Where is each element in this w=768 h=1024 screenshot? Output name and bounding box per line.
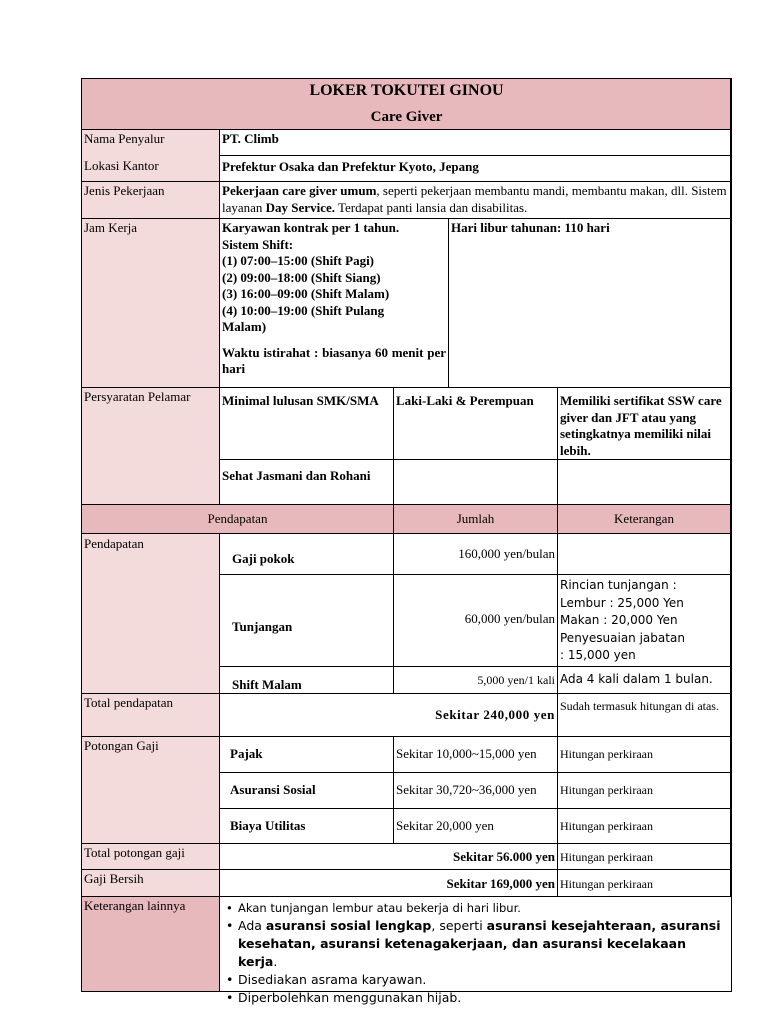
tunjangan-ket-line: Lembur : 25,000 Yen (560, 595, 684, 610)
lokasi-value: Prefektur Osaka dan Prefektur Kyoto, Jepang (220, 156, 731, 182)
page-title: LOKER TOKUTEI GINOU (309, 82, 504, 99)
gaji-pokok-value: 160,000 yen/bulan (394, 534, 558, 575)
gaji-pokok-label: Gaji pokok (220, 534, 394, 575)
total-potongan-value: Sekitar 56.000 yen (220, 844, 558, 870)
jenis-text-1: , seperti pekerjaan membantu mandi, membantu makan, dll. Sistem layanan (222, 183, 727, 215)
total-potongan-keterangan: Hitungan perkiraan (558, 844, 731, 870)
jam-line: Sistem Shift: (222, 236, 294, 252)
empty-cell (558, 460, 731, 505)
penyalur-label: Nama Penyalur (84, 131, 165, 146)
tunjangan-ket-line: Makan : 20,000 Yen (560, 613, 678, 627)
jenis-label: Jenis Pekerjaan (82, 182, 220, 219)
gaji-bersih-value: Sekitar 169,000 yen (220, 870, 558, 897)
tunjangan-label: Tunjangan (220, 575, 394, 667)
pendidikan-value: Minimal lulusan SMK/SMA (220, 388, 394, 460)
potongan-label: Potongan Gaji (82, 737, 220, 844)
potongan-item-value: Sekitar 20,000 yen (394, 809, 558, 844)
jenis-value (220, 182, 731, 219)
potongan-item-value: Sekitar 10,000~15,000 yen (394, 737, 558, 773)
tunjangan-ket-line: Penyesuaian jabatan (560, 630, 685, 645)
page-subtitle: Care Giver (370, 109, 443, 125)
total-keterangan: Sudah termasuk hitungan di atas. (558, 694, 731, 737)
lain-bullet-3: • Disediakan asrama karyawan. (222, 971, 729, 989)
lain-list (222, 899, 729, 1007)
shift-malam-label: Shift Malam (220, 667, 394, 694)
jenis-bold-2: Day Service. (265, 199, 335, 215)
lain-b2-end: . (273, 954, 278, 969)
lain-bullet-4: • Diperbolehkan menggunakan hijab. (222, 989, 729, 1007)
col-header-keterangan: Keterangan (558, 505, 731, 534)
potongan-item-name: Asuransi Sosial (220, 773, 394, 809)
potongan-item-ket: Hitungan perkiraan (558, 737, 731, 773)
jenis-text-2: Terdapat panti lansia dan disabilitas. (334, 199, 528, 215)
shift-malam-value: 5,000 yen/1 kali (394, 667, 558, 694)
gender-value: Laki-Laki & Perempuan (394, 388, 558, 460)
libur-value: Hari libur tahunan: 110 hari (449, 219, 731, 388)
potongan-item-ket: Hitungan perkiraan (558, 809, 731, 844)
sertifikat-value: Memiliki sertifikat SSW care giver dan JFT atau yang setingkatnya memiliki nilai lebih. (558, 388, 731, 460)
jam-line: Karyawan kontrak per 1 tahun. (222, 220, 400, 235)
jam-value (220, 219, 449, 388)
potongan-item-value: Sekitar 30,720~36,000 yen (394, 773, 558, 809)
lain-bullet-1: • Akan tunjangan lembur atau bekerja di hari libur. (222, 899, 729, 917)
penyalur-value: PT. Climb (220, 130, 731, 156)
tunjangan-ket-line: Rincian tunjangan : (560, 578, 677, 592)
lain-b2-mid: , seperti (431, 918, 487, 933)
jam-label: Jam Kerja (82, 219, 220, 388)
lain-label: Keterangan lainnya (82, 897, 220, 991)
jam-line: (4) 10:00–19:00 (Shift Pulang (222, 302, 385, 318)
lain-value (220, 897, 731, 1005)
jam-line: (3) 16:00–09:00 (Shift Malam) (222, 286, 390, 301)
istirahat-text: Waktu istirahat : biasanya 60 menit per hari (222, 344, 446, 376)
kesehatan-value: Sehat Jasmani dan Rohani (220, 460, 394, 505)
persyaratan-label: Persyaratan Pelamar (82, 388, 220, 505)
gaji-bersih-keterangan: Hitungan perkiraan (558, 870, 731, 897)
shift-malam-keterangan: Ada 4 kali dalam 1 bulan. (558, 667, 731, 694)
empty-cell (394, 460, 558, 505)
lain-b2-bold-1: asuransi sosial lengkap (265, 918, 432, 933)
total-potongan-label: Total potongan gaji (82, 844, 220, 870)
jam-line: (2) 09:00–18:00 (Shift Siang) (222, 269, 381, 285)
lain-bullet-2 (222, 917, 729, 971)
potongan-item-ket: Hitungan perkiraan (558, 773, 731, 809)
job-table (81, 78, 732, 1005)
potongan-item-name: Pajak (220, 737, 394, 773)
tunjangan-keterangan (558, 575, 731, 667)
pendapatan-label: Pendapatan (82, 534, 220, 694)
lain-b2-pre: Ada (238, 918, 266, 933)
col-header-pendapatan: Pendapatan (82, 505, 394, 534)
title-block (82, 79, 731, 130)
jenis-bold-1: Pekerjaan care giver umum (222, 183, 377, 198)
jam-line: Malam) (222, 319, 267, 334)
tunjangan-value: 60,000 yen/bulan (394, 575, 558, 667)
info-label-cell (82, 130, 220, 182)
total-label: Total pendapatan (82, 694, 220, 737)
potongan-item-name: Biaya Utilitas (220, 809, 394, 844)
jam-line: (1) 07:00–15:00 (Shift Pagi) (222, 253, 375, 268)
col-header-jumlah: Jumlah (394, 505, 558, 534)
lokasi-label: Lokasi Kantor (84, 157, 159, 173)
empty-cell (558, 534, 731, 575)
lain-b2-bold-2: asuransi kesejahteraan, asuransi kesehatan, asuransi ketenagakerjaan, dan asuransi kecelakaan kerja (238, 918, 721, 969)
total-value: Sekitar 240,000 yen (220, 694, 558, 737)
gaji-bersih-label: Gaji Bersih (82, 870, 220, 897)
tunjangan-ket-line: : 15,000 yen (560, 648, 636, 662)
